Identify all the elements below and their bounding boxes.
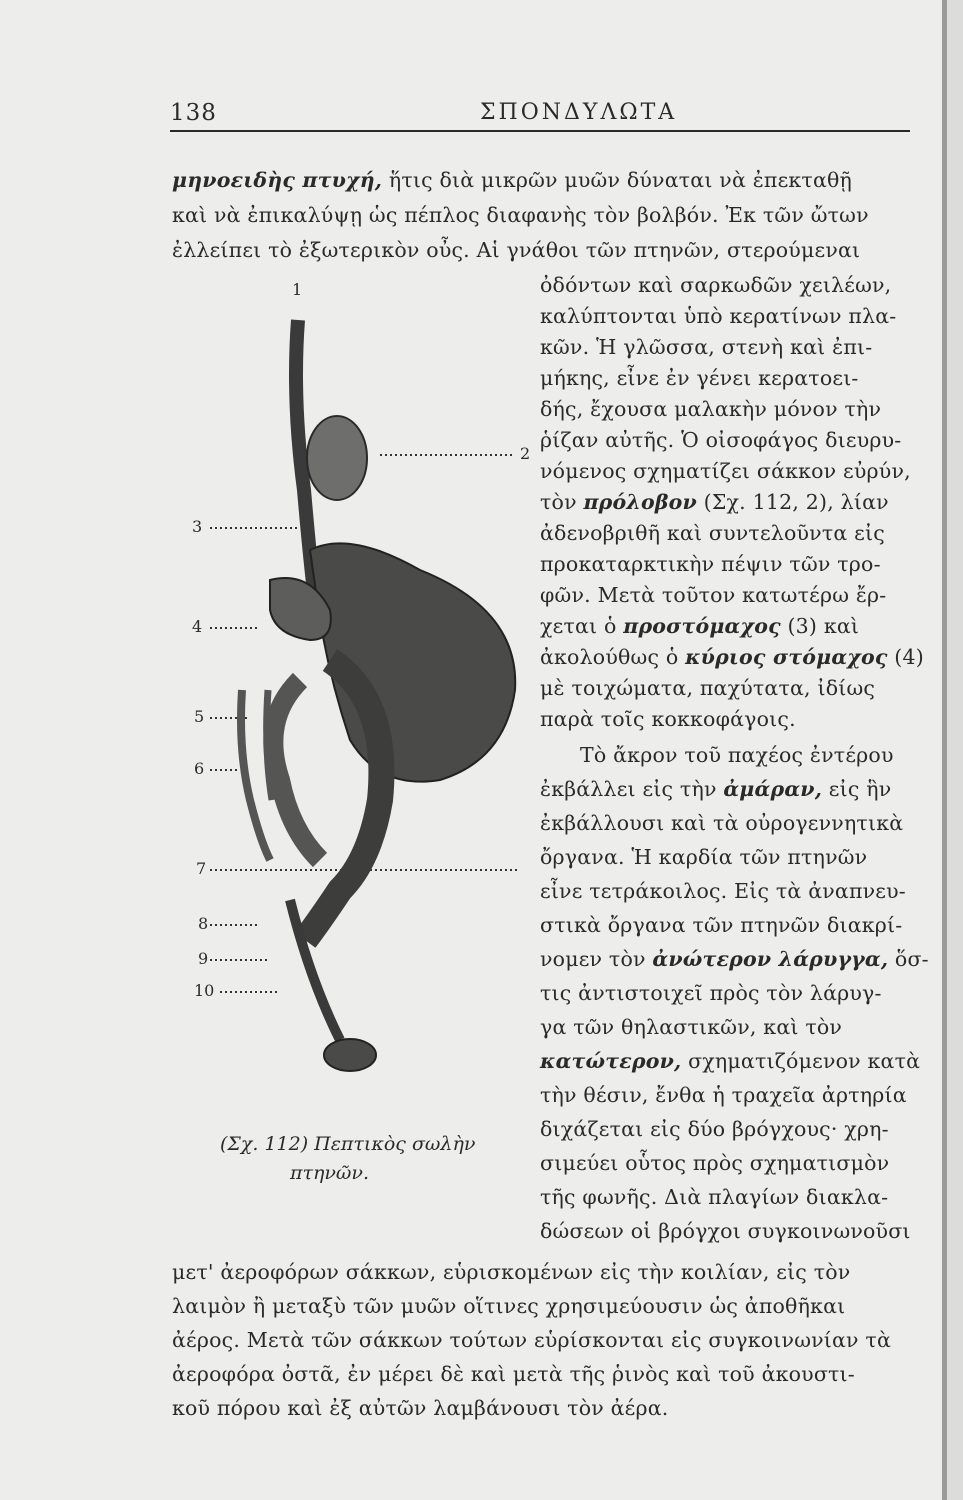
column-line	[540, 1187, 888, 1208]
figure-caption: (Σχ. 112) Πεπτικὸς σωλὴν	[220, 1133, 476, 1155]
text-run: σιμεύει οὗτος πρὸς σχηματισμὸν	[540, 1151, 890, 1175]
column-line	[540, 709, 796, 730]
text-run: διχάζεται εἰς δύο βρόγχους· χρη-	[540, 1117, 889, 1141]
digestive-tract-figure	[180, 280, 540, 1170]
figure-label-2: 2	[520, 444, 531, 463]
text-run: δής, ἔχουσα μαλακὴν μόνον τὴν	[540, 397, 882, 421]
column-line	[540, 306, 896, 327]
column-line	[540, 1051, 920, 1072]
crop-shape	[307, 416, 367, 500]
bold-term: κατώτερον,	[540, 1049, 682, 1073]
text-run: καλύπτονται ὑπὸ κερατίνων πλα-	[540, 304, 897, 328]
bold-term: προστόμαχος	[623, 614, 781, 638]
column-line	[540, 983, 882, 1004]
text-run: νόμενος σχηματίζει σάκκον εὐρύν,	[540, 459, 911, 483]
column-line	[540, 585, 886, 606]
figure-label-4: 4	[192, 617, 203, 636]
text-run: (Σχ. 112, 2), λίαν	[696, 490, 889, 514]
bold-term: μηνοειδὴς πτυχή,	[172, 168, 383, 192]
text-run: (4)	[887, 645, 924, 669]
text-run: ὄργανα. Ἡ καρδία τῶν πτηνῶν	[540, 845, 868, 869]
text-run: Τὸ ἄκρον τοῦ παχέος ἐντέρου	[580, 743, 894, 767]
text-line: λαιμὸν ἢ μεταξὺ τῶν μυῶν οἵτινες χρησιμεύουσιν ὡς ἀποθῆκαι	[172, 1294, 846, 1318]
text-run: προκαταρκτικὴν πέψιν τῶν τρο-	[540, 552, 881, 576]
text-run: δώσεων οἱ βρόγχοι συγκοινωνοῦσι	[540, 1219, 911, 1243]
text-line	[172, 170, 852, 191]
column-line	[540, 813, 903, 834]
figure-label-8: 8	[198, 914, 209, 933]
page-header	[170, 100, 910, 130]
column-line	[540, 1221, 911, 1242]
text-run: μήκης, εἶνε ἐν γένει κερατοει-	[540, 366, 859, 390]
column-line	[540, 430, 901, 451]
text-line: καὶ νὰ ἐπικαλύψῃ ὡς πέπλος διαφανὴς τὸν βολβόν. Ἐκ τῶν ὤτων	[172, 203, 869, 227]
running-head: ΣΠΟΝΔΥΛΩΤΑ	[480, 100, 678, 125]
column-line	[540, 779, 891, 800]
text-run: ἥτις διὰ μικρῶν μυῶν δύναται νὰ ἐπεκταθῇ	[382, 168, 853, 192]
figure-label-5: 5	[194, 707, 205, 726]
text-run: χεται ὁ	[540, 614, 624, 638]
text-line: ἀέρος. Μετὰ τῶν σάκκων τούτων εὑρίσκονται εἰς συγκοινωνίαν τὰ	[172, 1328, 892, 1352]
text-run: φῶν. Μετὰ τοῦτον κατωτέρω ἔρ-	[540, 583, 887, 607]
column-line	[540, 399, 881, 420]
text-run: γα τῶν θηλαστικῶν, καὶ τὸν	[540, 1015, 843, 1039]
bold-term: ἀνώτερον λάρυγγα,	[652, 947, 889, 971]
figure-caption-line2: πτηνῶν.	[290, 1162, 370, 1184]
column-line	[540, 368, 859, 389]
text-run: ὀδόντων καὶ σαρκωδῶν χειλέων,	[540, 273, 892, 297]
figure-label-1: 1	[292, 280, 303, 299]
text-run: τὴν θέσιν, ἔνθα ἡ τραχεῖα ἀρτηρία	[540, 1083, 907, 1107]
column-line	[540, 554, 881, 575]
column-line	[540, 647, 924, 668]
column-line	[540, 1085, 907, 1106]
column-line	[540, 461, 911, 482]
figure-label-9: 9	[198, 949, 209, 968]
column-line	[540, 616, 859, 637]
column-line	[540, 678, 875, 699]
text-run: ἀκολούθως ὁ	[540, 645, 686, 669]
page-number: 138	[170, 100, 217, 126]
text-run: κῶν. Ἡ γλῶσσα, στενὴ καὶ ἐπι-	[540, 335, 873, 359]
text-run: τὸν	[540, 490, 584, 514]
figure-label-7: 7	[196, 859, 207, 878]
text-run: εἰς ἣν	[822, 777, 892, 801]
text-line: μετ' ἀεροφόρων σάκκων, εὑρισκομένων εἰς τὴν κοιλίαν, εἰς τὸν	[172, 1260, 851, 1284]
text-run: παρὰ τοῖς κοκκοφάγοις.	[540, 707, 796, 731]
text-run: μὲ τοιχώματα, παχύτατα, ἰδίως	[540, 676, 876, 700]
text-run: τῆς φωνῆς. Διὰ πλαγίων διακλα-	[540, 1185, 889, 1209]
text-run: εἶνε τετράκοιλος. Εἰς τὰ ἀναπνευ-	[540, 879, 906, 903]
text-run: (3) καὶ	[780, 614, 860, 638]
column-line	[540, 337, 872, 358]
column-line	[540, 492, 889, 513]
cloaca-shape	[324, 1039, 376, 1071]
column-line	[540, 1119, 889, 1140]
column-line	[580, 745, 894, 766]
column-line	[540, 275, 891, 296]
intestine-loop-shape	[273, 680, 320, 860]
page-binding-shadow	[947, 0, 963, 1500]
column-line	[540, 949, 929, 970]
bold-term: πρόλοβον	[583, 490, 697, 514]
text-run: ὅσ-	[888, 947, 929, 971]
text-line: ἀεροφόρα ὀστᾶ, ἐν μέρει δὲ καὶ μετὰ τῆς ῥινὸς καὶ τοῦ ἀκουστι-	[172, 1362, 855, 1386]
text-run: νομεν τὸν	[540, 947, 653, 971]
text-run: σχηματιζόμενον κατὰ	[681, 1049, 921, 1073]
text-run: ῥίζαν αὐτῆς. Ὁ οἰσοφάγος διευρυ-	[540, 428, 902, 452]
text-run: στικὰ ὄργανα τῶν πτηνῶν διακρί-	[540, 913, 903, 937]
text-run: ἀδενοβριθῆ καὶ συντελοῦντα εἰς	[540, 521, 885, 545]
figure-label-6: 6	[194, 759, 205, 778]
figure-label-3: 3	[192, 517, 203, 536]
text-run: ἐκβάλλουσι καὶ τὰ οὐρογεννητικὰ	[540, 811, 904, 835]
bold-term: ἀμάραν,	[723, 777, 823, 801]
column-line	[540, 523, 885, 544]
digestive-tract-illustration	[180, 280, 540, 1170]
figure-label-10: 10	[194, 981, 215, 1000]
column-line	[540, 881, 906, 902]
bold-term: κύριος στόμαχος	[685, 645, 888, 669]
column-line	[540, 1153, 889, 1174]
text-line: ἐλλείπει τὸ ἐξωτερικὸν οὖς. Αἱ γνάθοι τῶν πτηνῶν, στερούμεναι	[172, 238, 861, 262]
header-rule	[170, 130, 910, 132]
text-run: ἐκβάλλει εἰς τὴν	[540, 777, 724, 801]
column-line	[540, 1017, 842, 1038]
column-line	[540, 847, 867, 868]
text-run: τις ἀντιστοιχεῖ πρὸς τὸν λάρυγ-	[540, 981, 882, 1005]
column-line	[540, 915, 902, 936]
text-line: κοῦ πόρου καὶ ἐξ αὐτῶν λαμβάνουσι τὸν ἀέρα.	[172, 1396, 669, 1420]
